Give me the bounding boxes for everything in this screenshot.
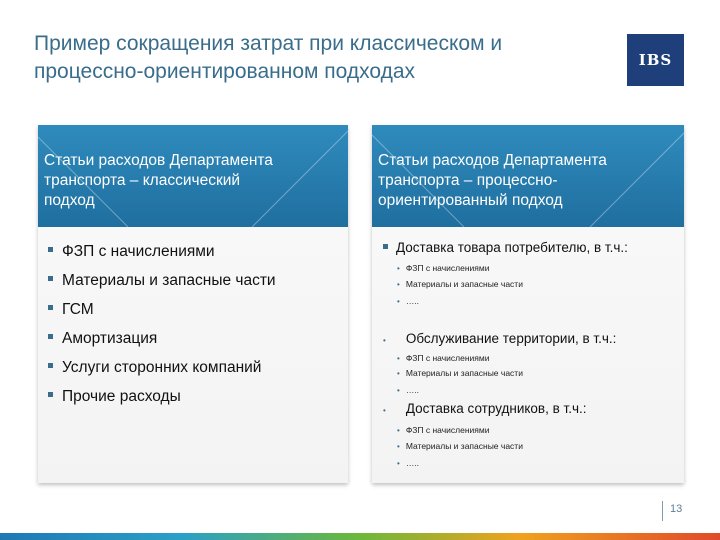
process-heading-line-3: ориентированный подход bbox=[378, 192, 563, 209]
process-subitem: • ФЗП с начислениями bbox=[397, 353, 490, 363]
process-group-title: • Обслуживание территории, в т.ч.: bbox=[383, 331, 617, 346]
bullet-icon: • bbox=[397, 386, 400, 395]
classic-heading-line-2: транспорта – классический bbox=[44, 172, 241, 189]
list-item: Услуги сторонних компаний bbox=[48, 358, 276, 387]
process-approach-header bbox=[372, 125, 684, 227]
process-subitem: • Материалы и запасные части bbox=[397, 441, 523, 451]
bullet-icon: • bbox=[397, 280, 400, 289]
bullet-icon: • bbox=[397, 442, 400, 451]
classic-approach-header bbox=[38, 125, 348, 227]
bullet-icon: • bbox=[397, 369, 400, 378]
bullet-icon: • bbox=[397, 297, 400, 306]
page-number: 13 bbox=[670, 503, 683, 515]
process-subitem: • Материалы и запасные части bbox=[397, 279, 523, 289]
process-subitem: • ….. bbox=[397, 385, 420, 395]
process-subitem: • ….. bbox=[397, 296, 420, 306]
square-bullet-icon bbox=[48, 305, 53, 310]
classic-heading-line-1: Статьи расходов Департамента bbox=[44, 152, 273, 169]
bullet-icon: • bbox=[397, 459, 400, 468]
square-bullet-icon bbox=[48, 247, 53, 252]
bullet-icon: • bbox=[397, 426, 400, 435]
process-subitem: • Материалы и запасные части bbox=[397, 368, 523, 378]
process-group-title: Доставка товара потребителю, в т.ч.: bbox=[383, 240, 628, 255]
process-group-title: • Доставка сотрудников, в т.ч.: bbox=[383, 401, 587, 416]
process-subitem: • ФЗП с начислениями bbox=[397, 425, 490, 435]
list-item: Материалы и запасные части bbox=[48, 271, 276, 300]
slide-title bbox=[34, 30, 614, 86]
square-bullet-icon bbox=[48, 392, 53, 397]
ibs-logo: IBS bbox=[627, 34, 684, 86]
process-subitem: • ….. bbox=[397, 458, 420, 468]
classic-cost-list bbox=[48, 242, 276, 416]
bullet-icon: • bbox=[383, 336, 386, 345]
slide-title-line-2: процессно-ориентированном подходах bbox=[34, 60, 416, 83]
square-bullet-icon bbox=[383, 244, 388, 249]
square-bullet-icon bbox=[48, 334, 53, 339]
slide-title-line-1: Пример сокращения затрат при классическом и bbox=[34, 32, 503, 55]
list-item: ФЗП с начислениями bbox=[48, 242, 276, 271]
bullet-icon: • bbox=[383, 406, 386, 415]
list-item: Амортизация bbox=[48, 329, 276, 358]
classic-heading-line-3: подход bbox=[44, 192, 95, 209]
list-item: ГСМ bbox=[48, 300, 276, 329]
page-number-divider bbox=[662, 501, 663, 521]
footer-color-bar bbox=[0, 533, 720, 540]
square-bullet-icon bbox=[48, 276, 53, 281]
process-heading-line-1: Статьи расходов Департамента bbox=[378, 152, 607, 169]
list-item: Прочие расходы bbox=[48, 387, 276, 416]
process-heading-line-2: транспорта – процессно- bbox=[378, 172, 558, 189]
square-bullet-icon bbox=[48, 363, 53, 368]
bullet-icon: • bbox=[397, 264, 400, 273]
process-subitem: • ФЗП с начислениями bbox=[397, 263, 490, 273]
bullet-icon: • bbox=[397, 354, 400, 363]
